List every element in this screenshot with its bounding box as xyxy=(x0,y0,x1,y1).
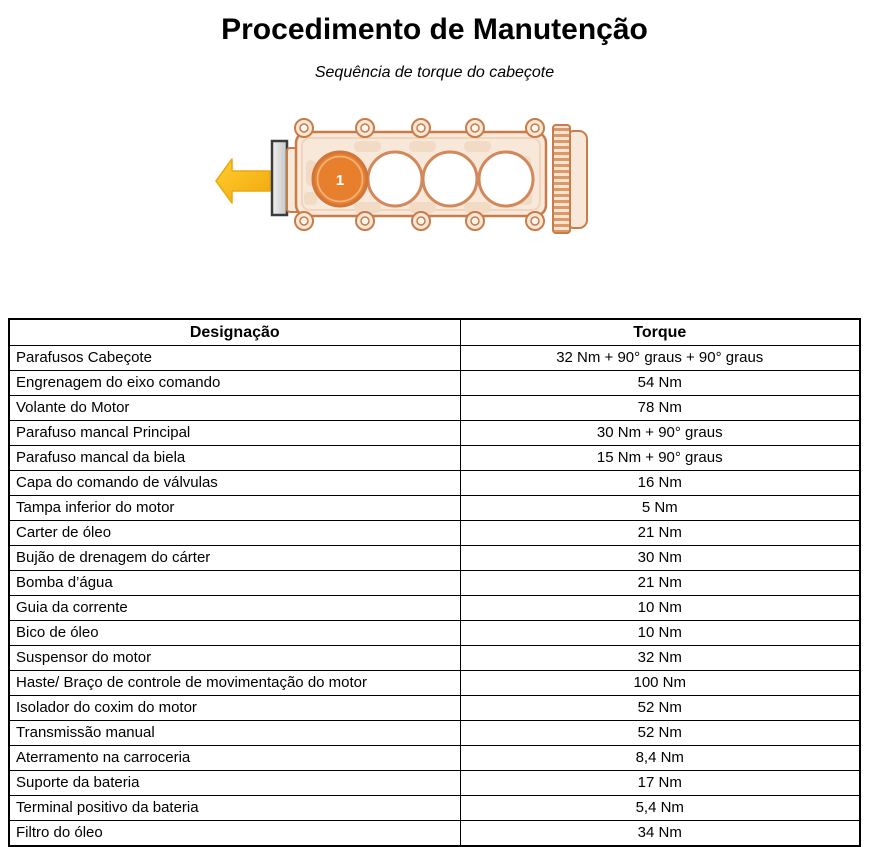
torque-cell: 78 Nm xyxy=(460,396,860,421)
table-row xyxy=(9,746,860,771)
designation-cell: Guia da corrente xyxy=(9,596,460,621)
torque-cell: 30 Nm xyxy=(460,546,860,571)
table-row xyxy=(9,371,860,396)
page-title: Procedimento de Manutenção xyxy=(221,13,648,46)
designation-cell: Filtro do óleo xyxy=(9,821,460,847)
torque-cell: 100 Nm xyxy=(460,671,860,696)
table-row xyxy=(9,471,860,496)
torque-cell: 32 Nm xyxy=(460,646,860,671)
table-row xyxy=(9,696,860,721)
torque-cell: 21 Nm xyxy=(460,521,860,546)
table-row xyxy=(9,496,860,521)
table-row xyxy=(9,396,860,421)
designation-cell: Parafuso mancal Principal xyxy=(9,421,460,446)
table-row xyxy=(9,721,860,746)
timing-gear-strip xyxy=(553,125,570,233)
designation-header: Designação xyxy=(9,319,460,346)
cylinder-1-label: 1 xyxy=(335,172,345,189)
torque-cell: 10 Nm xyxy=(460,596,860,621)
designation-cell: Volante do Motor xyxy=(9,396,460,421)
table-row xyxy=(9,671,860,696)
torque-cell: 5 Nm xyxy=(460,496,860,521)
table-row xyxy=(9,446,860,471)
torque-cell: 32 Nm + 90° graus + 90° graus xyxy=(460,346,860,371)
end-plate xyxy=(272,141,287,215)
designation-cell: Transmissão manual xyxy=(9,721,460,746)
designation-cell: Parafuso mancal da biela xyxy=(9,446,460,471)
designation-cell: Terminal positivo da bateria xyxy=(9,796,460,821)
torque-cell: 17 Nm xyxy=(460,771,860,796)
torque-cell: 30 Nm + 90° graus xyxy=(460,421,860,446)
designation-cell: Haste/ Braço de controle de movimentação do motor xyxy=(9,671,460,696)
table-row xyxy=(9,821,860,847)
table-row xyxy=(9,571,860,596)
designation-cell: Suspensor do motor xyxy=(9,646,460,671)
torque-cell: 16 Nm xyxy=(460,471,860,496)
torque-cell: 52 Nm xyxy=(460,696,860,721)
illustration-container xyxy=(0,110,869,278)
designation-cell: Carter de óleo xyxy=(9,521,460,546)
designation-cell: Capa do comando de válvulas xyxy=(9,471,460,496)
cylinder-head-illustration xyxy=(208,110,588,250)
page-subtitle: Sequência de torque do cabeçote xyxy=(314,64,555,81)
torque-cell: 21 Nm xyxy=(460,571,860,596)
table-row xyxy=(9,346,860,371)
designation-cell: Bujão de drenagem do cárter xyxy=(9,546,460,571)
table-row xyxy=(9,646,860,671)
designation-cell: Parafusos Cabeçote xyxy=(9,346,460,371)
table-row xyxy=(9,796,860,821)
torque-cell: 10 Nm xyxy=(460,621,860,646)
torque-cell: 15 Nm + 90° graus xyxy=(460,446,860,471)
table-row xyxy=(9,546,860,571)
table-row xyxy=(9,421,860,446)
designation-cell: Engrenagem do eixo comando xyxy=(9,371,460,396)
table-row xyxy=(9,521,860,546)
designation-cell: Isolador do coxim do motor xyxy=(9,696,460,721)
torque-cell: 34 Nm xyxy=(460,821,860,847)
table-row xyxy=(9,621,860,646)
torque-cell: 52 Nm xyxy=(460,721,860,746)
torque-direction-arrow-icon xyxy=(216,159,270,203)
table-row xyxy=(9,771,860,796)
designation-cell: Bico de óleo xyxy=(9,621,460,646)
torque-cell: 8,4 Nm xyxy=(460,746,860,771)
torque-table-body xyxy=(9,346,860,847)
torque-cell: 54 Nm xyxy=(460,371,860,396)
cylinder-bores xyxy=(368,152,533,206)
designation-cell: Aterramento na carroceria xyxy=(9,746,460,771)
designation-cell: Bomba d’água xyxy=(9,571,460,596)
cylinder-1-marker xyxy=(313,152,367,206)
designation-cell: Suporte da bateria xyxy=(9,771,460,796)
table-header-row xyxy=(9,319,860,346)
torque-cell: 5,4 Nm xyxy=(460,796,860,821)
torque-header: Torque xyxy=(460,319,860,346)
designation-cell: Tampa inferior do motor xyxy=(9,496,460,521)
torque-table xyxy=(8,318,861,847)
table-row xyxy=(9,596,860,621)
